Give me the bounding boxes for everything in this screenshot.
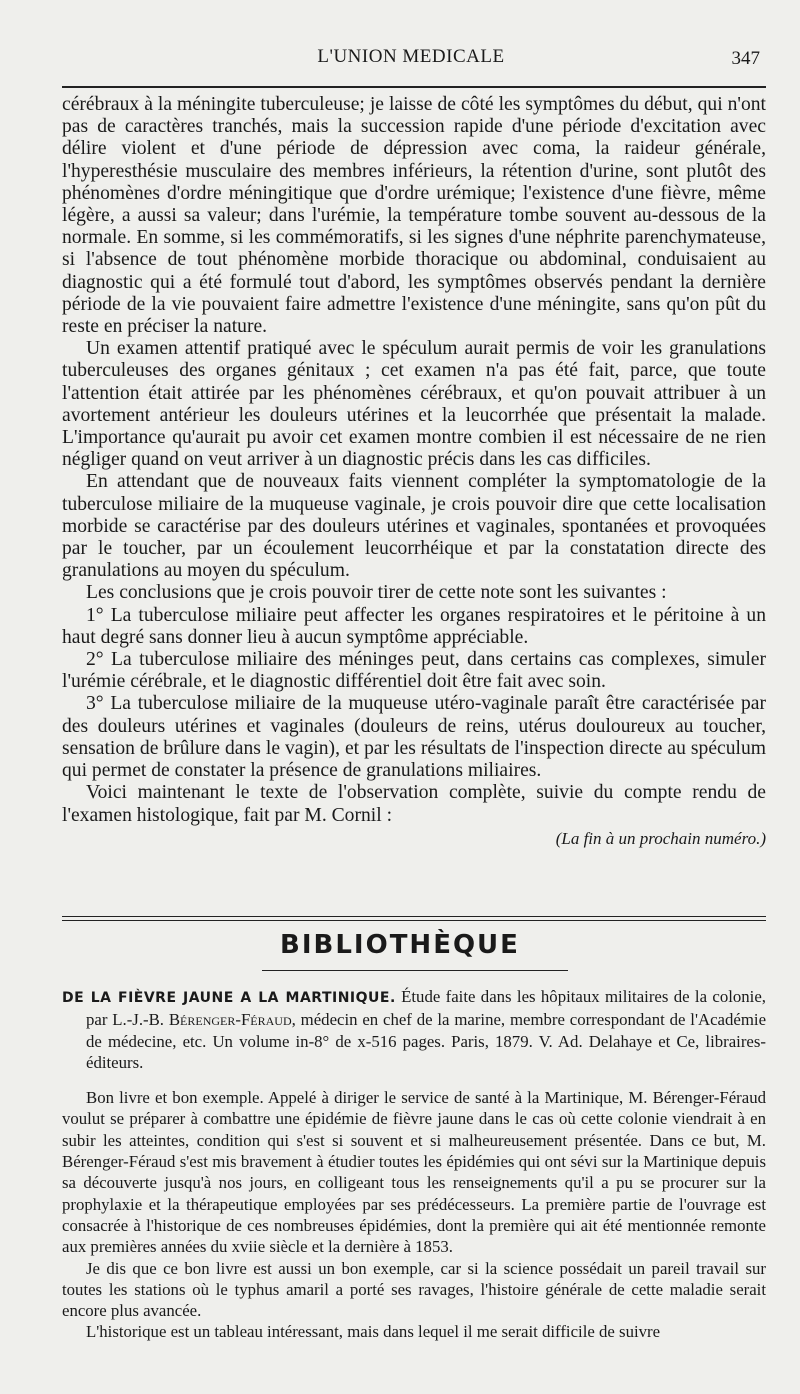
header-rule xyxy=(62,86,766,88)
book-author: Bérenger-Féraud, xyxy=(168,1010,296,1030)
page-number: 347 xyxy=(731,48,760,69)
book-title: DE LA FIÈVRE JAUNE A LA MARTINIQUE. xyxy=(62,990,396,1006)
paragraph: Un examen attentif pratiqué avec le spéculum aurait permis de voir les granulations tuberculeuses des organes génitaux ; cet examen n'a pas été fait, parce, que toute l'attention était attirée par les phénomènes cérébraux, et qu'on pouvait attribuer à un avortement antérieur les douleurs utérines et la leucorrhée que présentait la malade. L'importance qu'aurait pu avoir cet examen montre combien il est nécessaire de ne rien négliger quand on veut arriver à un diagnostic précis dans les cas difficiles. xyxy=(62,338,766,471)
article-continuation xyxy=(62,94,766,850)
review-paragraph: L'historique est un tableau intéressant, mais dans lequel il me serait difficile de suivre xyxy=(86,1322,661,1342)
paragraph: Les conclusions que je crois pouvoir tirer de cette note sont les suivantes : xyxy=(86,582,667,604)
book-ref-text: Étude faite dans les hôpitaux militaires de la colonie, par L.-J.-B. xyxy=(86,987,766,1030)
section-divider xyxy=(62,916,766,921)
section-heading: BIBLIOTHÈQUE xyxy=(280,930,520,960)
conclusion-item: 3° La tuberculose miliaire de la muqueuse utéro-vaginale paraît être caractérisée par des douleurs utérines et vaginales (douleurs de reins, utérus douloureux au toucher, sensation de brûlure dans le vagin), et par les résultats de l'inspection directe au spéculum qui permet de constater la présence de granulations miliaires. xyxy=(62,693,766,782)
running-title: L'UNION MEDICALE xyxy=(317,46,505,67)
page-header xyxy=(62,46,760,74)
review-paragraph: Je dis que ce bon livre est aussi un bon exemple, car si la science possédait un pareil travail sur toutes les stations où le typhus amaril a porté ses ravages, l'histoire générale de cette maladie serait encore plus avancée. xyxy=(62,1258,766,1321)
paragraph: Voici maintenant le texte de l'observation complète, suivie du compte rendu de l'examen histologique, fait par M. Cornil : xyxy=(62,782,766,826)
continued-note: (La fin à un prochain numéro.) xyxy=(555,828,766,848)
book-ref-text: médecin en chef de la marine, membre correspondant de l'Académie de médecine, etc. Un volume in-8° de x-516 pages. Paris, 1879. V. Ad. Delahaye et Ce, libraires-éditeurs. xyxy=(86,1010,767,1072)
review-paragraph: Bon livre et bon exemple. Appelé à diriger le service de santé à la Martinique, M. Bérenger-Féraud voulut se préparer à combattre une épidémie de fièvre jaune dans le cas où cette colonie viendrait à en subir les atteintes, condition qui s'est si souvent et si malheureusement présentée. Dans ce but, M. Bérenger-Féraud s'est mis bravement à étudier toutes les épidémies qui ont sévi sur la Martinique depuis sa découverte jusqu'à nos jours, en colligeant tous les renseignements qu'il a pu se procurer sur la prophylaxie et la thérapeutique employées par ses prédécesseurs. La première partie de l'ouvrage est consacrée à l'historique de ces nombreuses épidémies, dont la première qui ait été mentionnée remonte aux premières années du xviie siècle et la dernière à 1853. xyxy=(62,1088,766,1257)
conclusion-item: 2° La tuberculose miliaire des méninges peut, dans certains cas complexes, simuler l'urémie cérébrale, et le diagnostic différentiel doit être fait avec soin. xyxy=(62,649,766,693)
paragraph: En attendant que de nouveaux faits viennent compléter la symptomatologie de la tuberculose miliaire de la muqueuse vaginale, je crois pouvoir dire que cette localisation morbide se caractérise par des douleurs utérines et vaginales, spontanées et provoquées par le toucher, par un écoulement leucorrhéique et par la constatation directe des granulations au moyen du spéculum. xyxy=(62,471,766,582)
book-review xyxy=(62,986,766,1343)
paragraph: cérébraux à la méningite tuberculeuse; je laisse de côté les symptômes du début, qui n'ont pas de caractères tranchés, mais la succession rapide d'une période d'excitation avec délire violent et d'une période de dépression avec coma, la raideur générale, l'hyperesthésie musculaire des membres inférieurs, la rétention d'urine, sont plutôt des phénomènes d'ordre méningitique que d'ordre urémique; l'existence d'une fièvre, même légère, a aussi sa valeur; dans l'urémie, la température tombe souvent au-dessous de la normale. En somme, si les commémoratifs, si les signes d'une néphrite parenchymateuse, si l'absence de tout phénomène morbide thoracique ou abdominal, conduisaient au diagnostic qui a été formulé tout d'abord, les symptômes observés pendant la dernière période de la vie pouvaient faire admettre l'existence d'une méningite, sans qu'on pût du reste en préciser la nature. xyxy=(62,94,766,338)
heading-underline xyxy=(262,970,568,971)
conclusion-item: 1° La tuberculose miliaire peut affecter les organes respiratoires et le péritoine à un haut degré sans donner lieu à aucun symptôme appréciable. xyxy=(62,604,766,648)
book-reference xyxy=(62,986,766,1073)
